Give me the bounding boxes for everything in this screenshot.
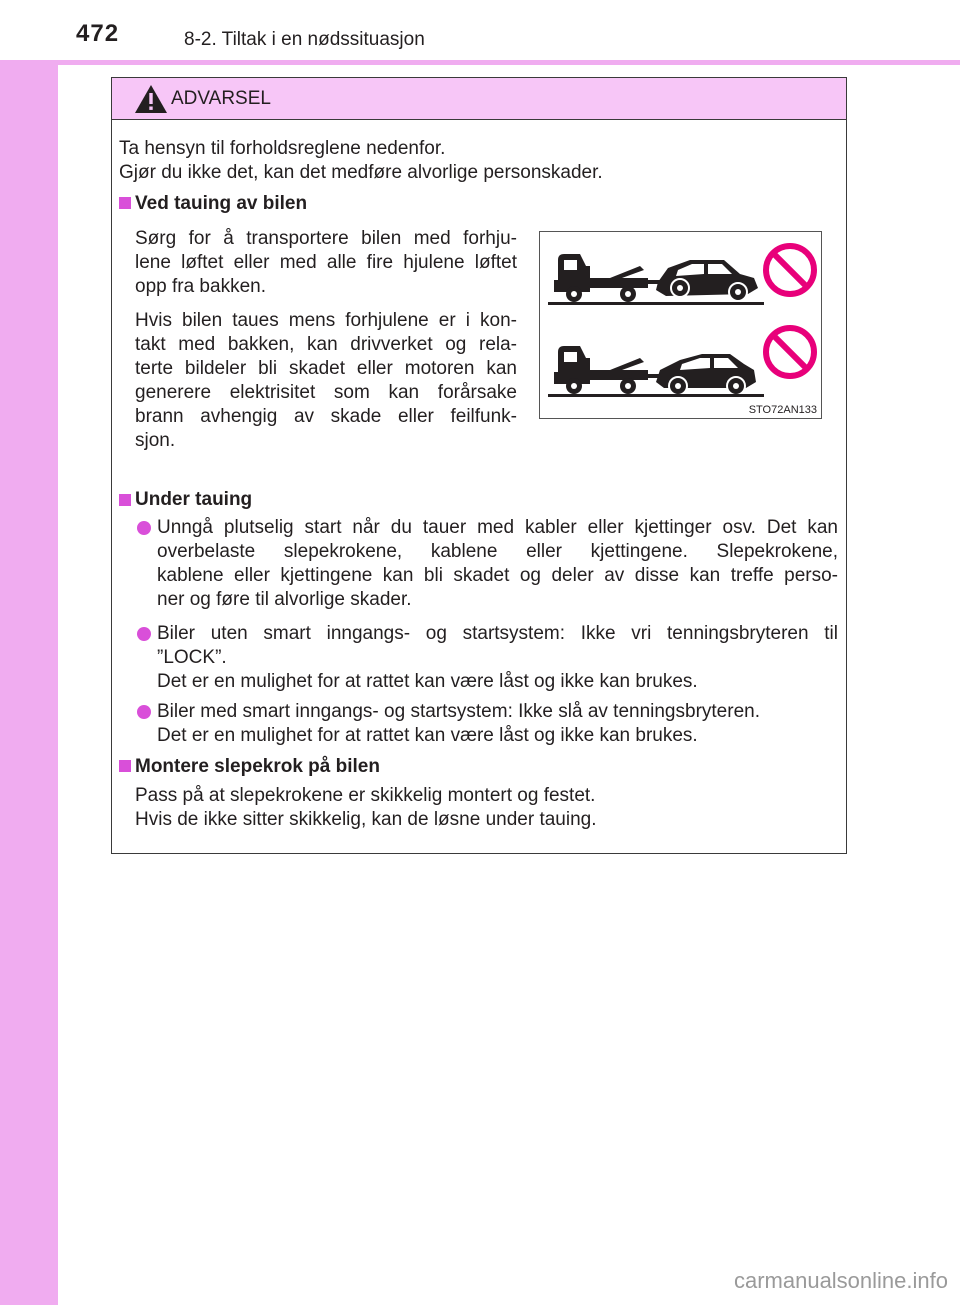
hook-heading: Montere slepekrok på bilen [135, 756, 380, 777]
header-rule [58, 60, 960, 65]
paragraph-line: generere elektrisitet som kan forårsake [135, 382, 517, 403]
page-number: 472 [76, 20, 120, 47]
square-bullet-icon [119, 760, 131, 772]
figure-code: STO72AN133 [748, 404, 817, 416]
square-bullet-icon [119, 197, 131, 209]
towed-car-icon [656, 354, 756, 395]
paragraph-line: Sørg for å transportere bilen med forhju- [135, 228, 517, 249]
under-towing-heading: Under tauing [135, 489, 253, 510]
list-item-line: Det er en mulighet for at rattet kan være låst og ikke kan brukes. [157, 725, 698, 746]
ground-line [548, 394, 764, 397]
prohibition-icon [766, 328, 814, 376]
paragraph-line: terte bildeler bli skadet eller motoren kan [135, 358, 517, 379]
towing-illustration [539, 231, 822, 419]
towing-heading: Ved tauing av bilen [135, 193, 308, 214]
paragraph-line: opp fra bakken. [135, 276, 266, 297]
tow-truck-icon [554, 254, 662, 302]
paragraph-line: brann avhengig av skade eller feilfunk- [135, 406, 517, 427]
list-item-line: overbelaste slepekrokene, kablene eller kjettingene. Slepekrokene, [157, 541, 838, 562]
warning-triangle-icon [134, 84, 168, 114]
hook-line-1: Pass på at slepekrokene er skikkelig montert og festet. [135, 785, 596, 806]
round-bullet-icon [137, 521, 151, 535]
list-item-line: Biler uten smart inngangs- og startsystem: Ikke vri tenningsbryteren til [157, 623, 838, 644]
warning-title: ADVARSEL [171, 88, 271, 109]
list-item-line: Unngå plutselig start når du tauer med kabler eller kjettinger osv. Det kan [157, 517, 838, 538]
watermark: carmanualsonline.info [733, 1268, 948, 1293]
warning-header [112, 78, 846, 120]
paragraph-line: lene løftet eller med alle fire hjulene løftet [135, 252, 517, 273]
side-tab [0, 0, 58, 1305]
header-band [0, 0, 960, 60]
ground-line [548, 302, 764, 305]
paragraph-line: Hvis bilen taues mens forhjulene er i kon- [135, 310, 517, 331]
list-item-line: kablene eller kjettingene kan bli skadet og deler av disse kan treffe perso- [157, 565, 838, 586]
paragraph-line: sjon. [135, 430, 176, 451]
towing-diagram [540, 232, 823, 420]
list-item-line: ”LOCK”. [157, 647, 227, 668]
square-bullet-icon [119, 494, 131, 506]
paragraph-line: takt med bakken, kan drivverket og rela- [135, 334, 517, 355]
list-item-line: Biler med smart inngangs- og startsystem: Ikke slå av tenningsbryteren. [157, 701, 760, 722]
towed-car-icon [656, 260, 758, 301]
section-title: 8-2. Tiltak i en nødssituasjon [184, 29, 425, 50]
round-bullet-icon [137, 705, 151, 719]
prohibition-icon [766, 246, 814, 294]
hook-line-2: Hvis de ikke sitter skikkelig, kan de løsne under tauing. [135, 809, 597, 830]
list-item-line: ner og føre til alvorlige skader. [157, 589, 412, 610]
intro-line-1: Ta hensyn til forholdsreglene nedenfor. [119, 138, 446, 159]
intro-line-2: Gjør du ikke det, kan det medføre alvorlige personskader. [119, 162, 603, 183]
list-item-line: Det er en mulighet for at rattet kan være låst og ikke kan brukes. [157, 671, 698, 692]
tow-truck-icon [554, 346, 660, 394]
round-bullet-icon [137, 627, 151, 641]
